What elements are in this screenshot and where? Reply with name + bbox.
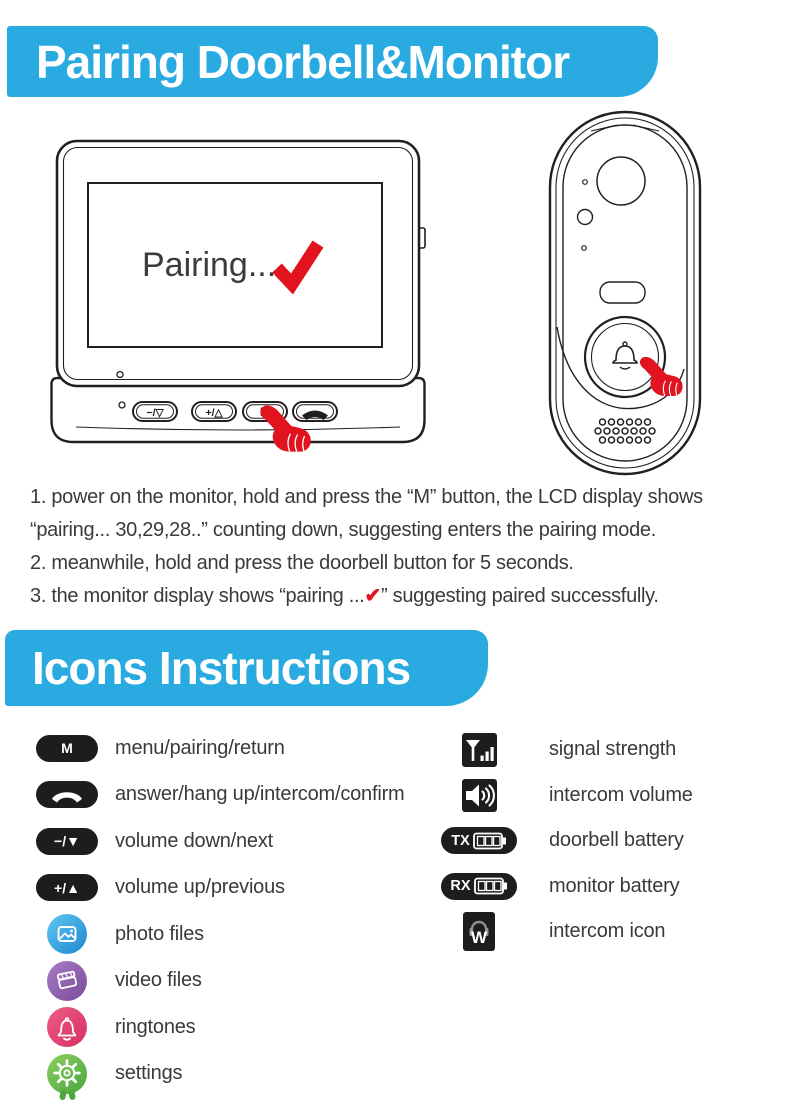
icons-legend-left [33,725,405,1097]
volume-up-icon: +/▲ [36,874,98,901]
legend-row [437,773,693,819]
legend-row [33,725,405,772]
icons-section-title: Icons Instructions [32,642,411,694]
step-2: 2. meanwhile, hold and press the doorbell button for 5 seconds. [30,552,574,574]
volume-down-icon: −/▼ [36,828,98,855]
signal-strength-icon [462,733,497,767]
svg-text:W: W [470,928,488,948]
legend-row [437,909,693,955]
icon-label: intercom icon [549,920,666,943]
m-button-icon: M [36,735,98,762]
icon-label: intercom volume [549,783,693,806]
icon-label: volume down/next [115,829,274,852]
icon-label: video files [115,969,202,992]
phone-button-icon [36,781,98,808]
monitor-illustration [50,132,435,472]
settings-icon [47,1054,87,1094]
doorbell-illustration [543,103,707,483]
battery-icon [473,832,507,850]
legend-row [33,772,405,819]
battery-icon [474,877,508,895]
icon-label: ringtones [115,1015,196,1038]
svg-text:+/△: +/△ [205,406,223,419]
monitor-base [52,378,425,442]
intercom-icon [463,912,495,951]
icons-section-banner [5,630,488,706]
step-1-line-2: “pairing... 30,29,28..” counting down, suggesting enters the pairing mode. [30,519,656,541]
legend-row [437,818,693,864]
icon-label: monitor battery [549,874,680,897]
svg-text:−/▽: −/▽ [146,406,164,419]
icon-label: menu/pairing/return [115,736,285,759]
pairing-steps [30,481,782,613]
icon-label: signal strength [549,738,677,761]
doorbell-battery-icon: TX [441,827,517,854]
monitor-battery-icon: RX [441,873,517,900]
icons-legend-right [437,727,693,955]
legend-row [437,727,693,773]
legend-row [33,958,405,1005]
legend-row [33,865,405,912]
icon-label: settings [115,1062,183,1085]
intercom-volume-icon [462,779,497,812]
pairing-section-banner [7,26,658,97]
icon-label: answer/hang up/intercom/confirm [115,783,405,806]
icon-label: volume up/previous [115,876,285,899]
legend-row [33,911,405,958]
step-3: 3. the monitor display shows “pairing ...✔” suggesting paired successfully. [30,585,659,607]
video-files-icon [47,961,87,1001]
doorbell-camera [597,157,645,205]
checkmark-icon: ✔ [364,585,381,607]
step-1-line-1: 1. power on the monitor, hold and press the “M” button, the LCD display shows [30,486,703,508]
icon-label: photo files [115,922,204,945]
photo-files-icon [47,914,87,954]
pairing-section-title: Pairing Doorbell&Monitor [36,35,570,88]
ringtones-icon [47,1007,87,1047]
legend-row [437,864,693,910]
legend-row [33,1051,405,1098]
monitor-screen-text: Pairing... [142,246,277,284]
legend-row [33,818,405,865]
legend-row [33,1004,405,1051]
icon-label: doorbell battery [549,829,684,852]
